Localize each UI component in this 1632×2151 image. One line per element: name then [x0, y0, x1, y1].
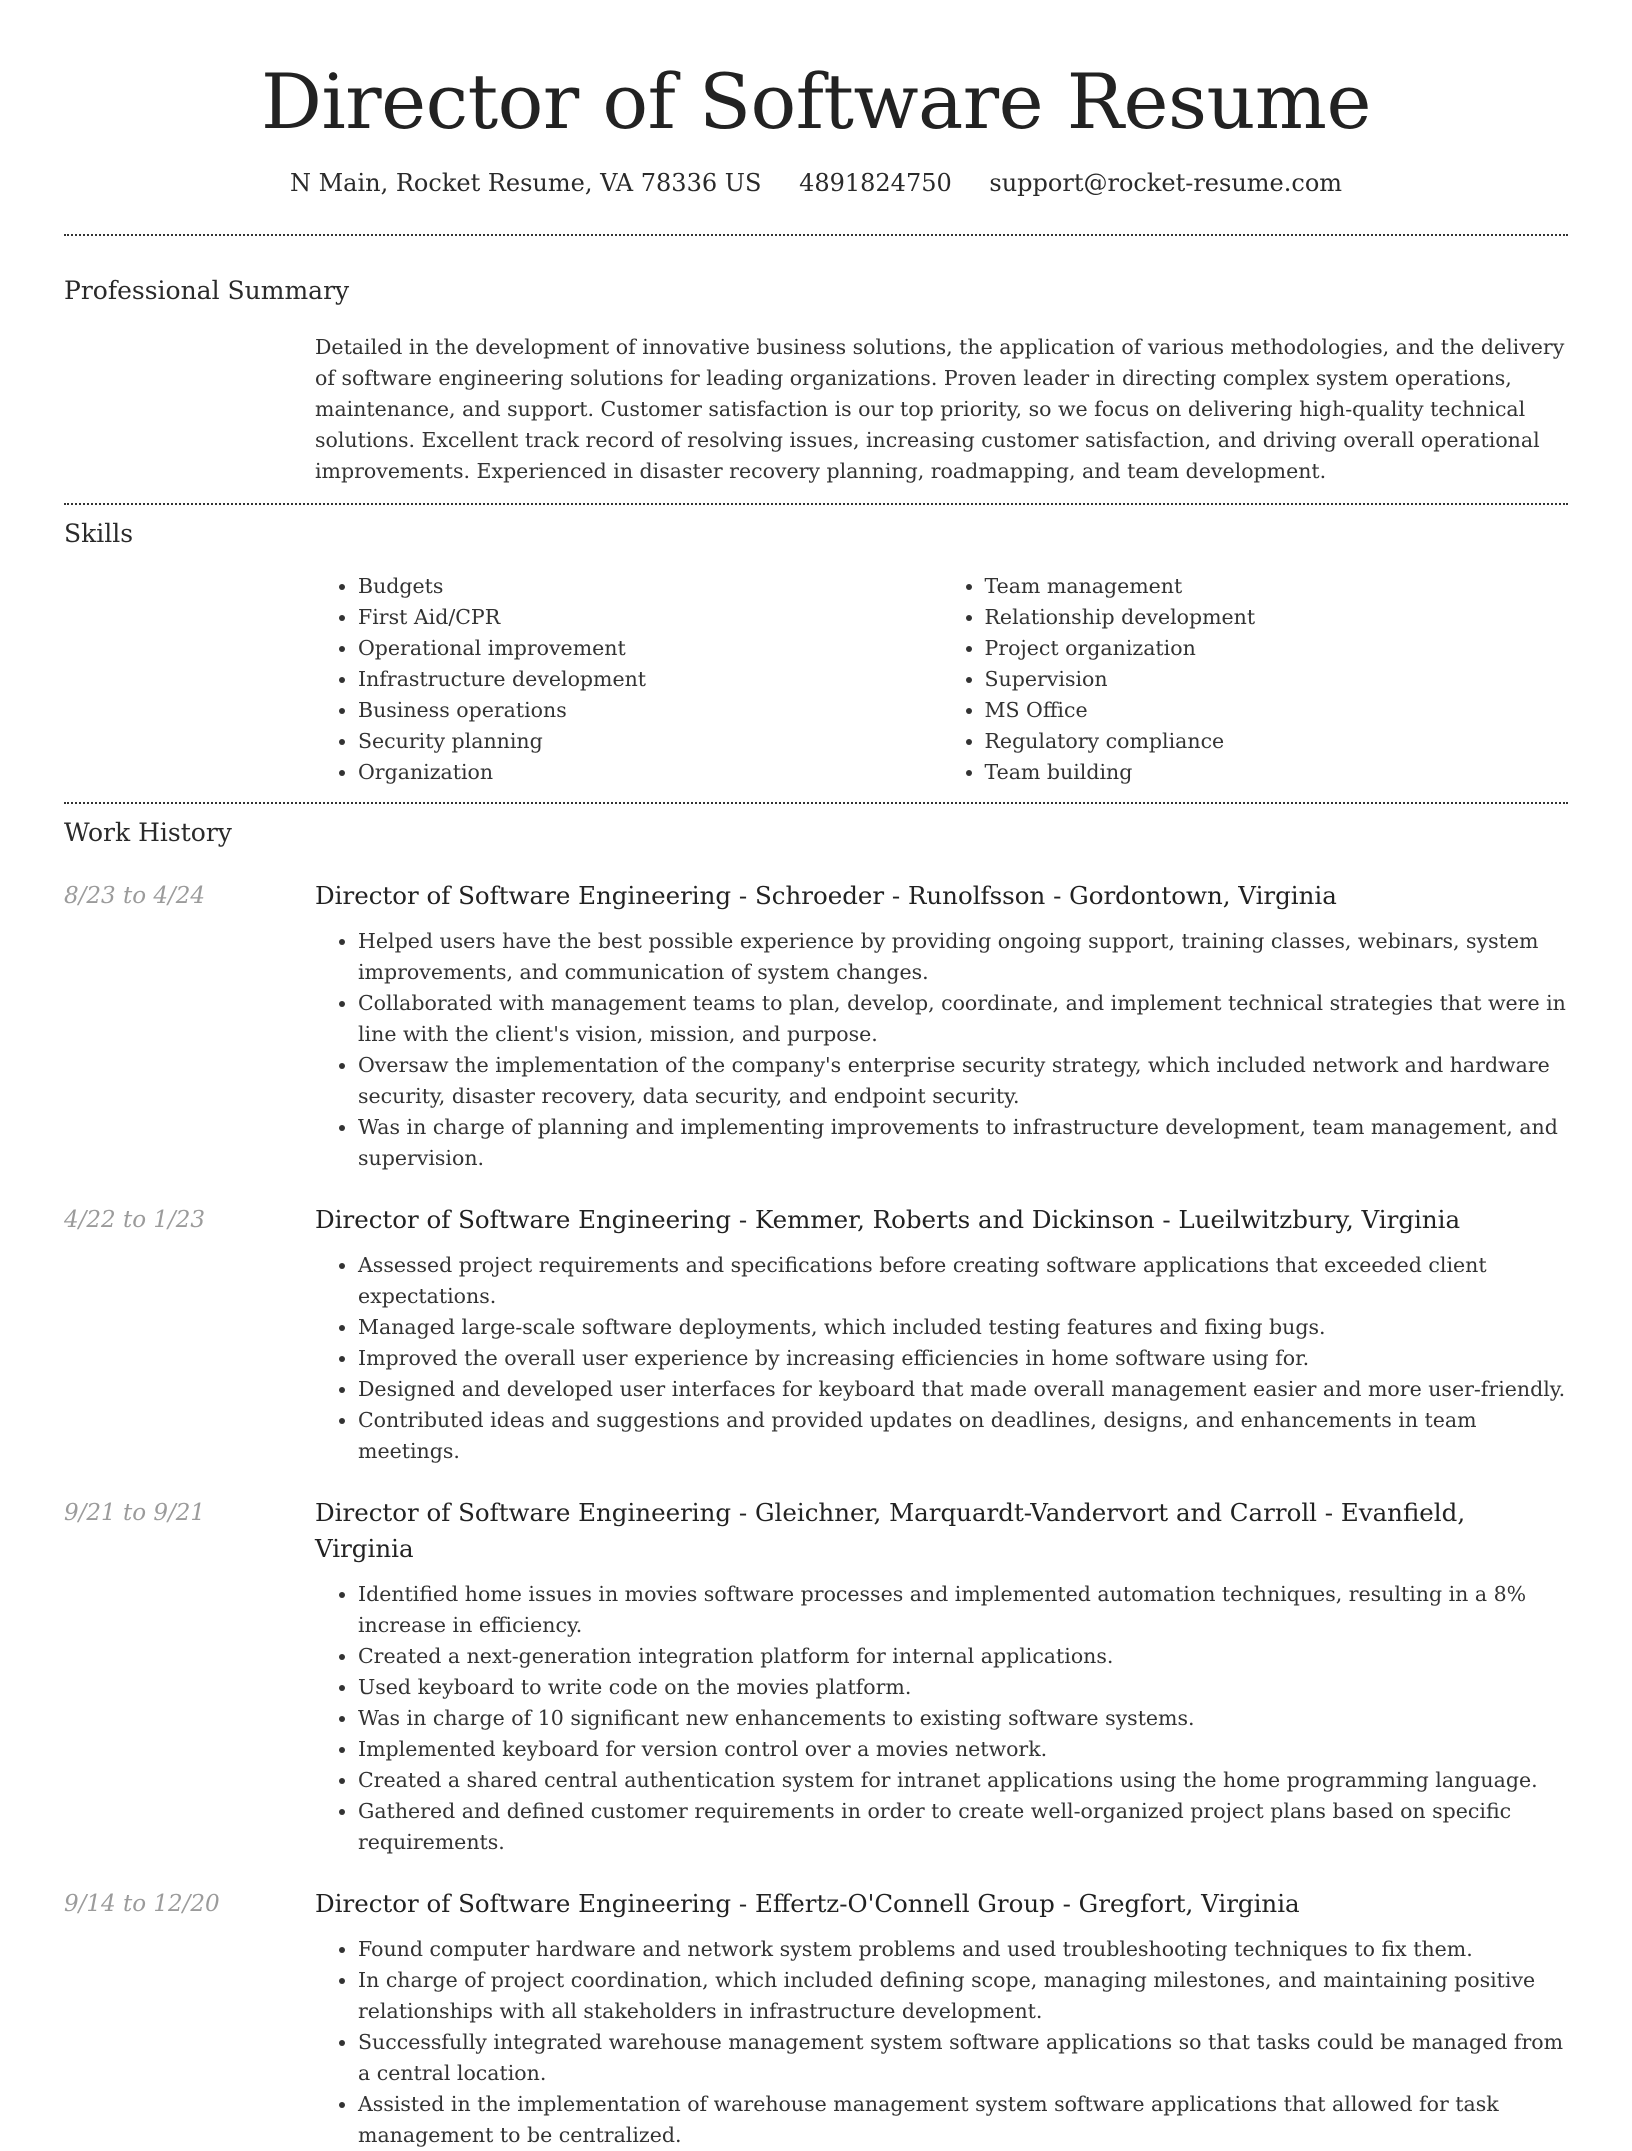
job-bullet: • Assisted in the implementation of warehouse management system software applications that allowed for task management to be centralized.	[358, 2089, 1568, 2151]
job-title: Director of Software Engineering - Effertz-O'Connell Group - Gregfort, Virginia	[315, 1889, 1300, 1918]
skill-item: • Organization	[358, 757, 942, 788]
resume-page	[64, 0, 1568, 2151]
job-bullet: • In charge of project coordination, which included defining scope, managing milestones, and maintaining positive relationships with all stakeholders in infrastructure development.	[358, 1965, 1568, 2027]
job-dates: 8/23 to 4/24	[64, 883, 206, 909]
job-bullets	[315, 1579, 1568, 1858]
job-bullet: • Helped users have the best possible experience by providing ongoing support, training classes, webinars, system improvements, and communication of system changes.	[358, 926, 1568, 988]
job-bullet: • Improved the overall user experience by increasing efficiencies in home software using for.	[358, 1343, 1568, 1374]
job-entry	[64, 1202, 1568, 1467]
job-bullet: • Successfully integrated warehouse management system software applications so that tasks could be managed from a central location.	[358, 2027, 1568, 2089]
summary-divider	[64, 503, 1568, 505]
skills-divider	[64, 802, 1568, 804]
skills-column-right	[942, 571, 1569, 788]
job-entry	[64, 1495, 1568, 1858]
skills-column-left	[315, 571, 942, 788]
job-bullet: • Designed and developed user interfaces for keyboard that made overall management easier and more user-friendly.	[358, 1374, 1568, 1405]
job-bullet: • Oversaw the implementation of the company's enterprise security strategy, which included network and hardware security, disaster recovery, data security, and endpoint security.	[358, 1050, 1568, 1112]
job-bullet: • Assessed project requirements and specifications before creating software applications that exceeded client expectations.	[358, 1250, 1568, 1312]
job-body	[315, 1202, 1568, 1467]
summary-heading: Professional Summary	[64, 276, 350, 305]
skill-item: • Team building	[985, 757, 1569, 788]
job-bullet: • Created a next-generation integration platform for internal applications.	[358, 1641, 1568, 1672]
skill-item: • Budgets	[358, 571, 942, 602]
job-title: Director of Software Engineering - Gleichner, Marquardt-Vandervort and Carroll - Evanfield, Virginia	[315, 1498, 1466, 1563]
skill-item: • Regulatory compliance	[985, 726, 1569, 757]
job-dates: 9/21 to 9/21	[64, 1500, 206, 1526]
job-bullet: • Collaborated with management teams to plan, develop, coordinate, and implement technical strategies that were in line with the client's vision, mission, and purpose.	[358, 988, 1568, 1050]
skills-heading: Skills	[64, 519, 134, 548]
job-body	[315, 1495, 1568, 1858]
job-body	[315, 1886, 1568, 2151]
job-bullets	[315, 926, 1568, 1174]
summary-section	[64, 274, 1568, 487]
job-bullet: • Contributed ideas and suggestions and provided updates on deadlines, designs, and enhancements in team meetings.	[358, 1405, 1568, 1467]
job-body	[315, 878, 1568, 1174]
job-bullet: • Identified home issues in movies software processes and implemented automation techniques, resulting in a 8% increase in efficiency.	[358, 1579, 1568, 1641]
job-entry	[64, 1886, 1568, 2151]
skill-item: • Operational improvement	[358, 633, 942, 664]
job-bullet: • Was in charge of 10 significant new enhancements to existing software systems.	[358, 1703, 1568, 1734]
header-divider	[64, 234, 1568, 236]
skill-item: • Project organization	[985, 633, 1569, 664]
skill-item: • Infrastructure development	[358, 664, 942, 695]
job-bullets	[315, 1934, 1568, 2151]
skill-item: • MS Office	[985, 695, 1569, 726]
summary-text: Detailed in the development of innovative business solutions, the application of various methodologies, and the delivery of software engineering solutions for leading organizations. Proven leader in directing complex system operations, maintenance, and support. Customer satisfaction is our top priority, so we focus on delivering high-quality technical solutions. Excellent track record of resolving issues, increasing customer satisfaction, and driving overall operational improvements. Experienced in disaster recovery planning, roadmapping, and team development.	[315, 335, 1565, 483]
contact-phone: 4891824750	[799, 169, 952, 197]
job-title: Director of Software Engineering - Schroeder - Runolfsson - Gordontown, Virginia	[315, 881, 1337, 910]
skill-item: • First Aid/CPR	[358, 602, 942, 633]
contact-info	[64, 166, 1568, 200]
job-bullet: • Found computer hardware and network system problems and used troubleshooting techniques to fix them.	[358, 1934, 1568, 1965]
work-section	[64, 816, 1568, 2151]
skill-item: • Supervision	[985, 664, 1569, 695]
job-bullet: • Gathered and defined customer requirements in order to create well-organized project plans based on specific requirements.	[358, 1796, 1568, 1858]
skill-item: • Business operations	[358, 695, 942, 726]
job-bullet: • Managed large-scale software deployments, which included testing features and fixing bugs.	[358, 1312, 1568, 1343]
skill-item: • Team management	[985, 571, 1569, 602]
skill-item: • Security planning	[358, 726, 942, 757]
job-dates: 4/22 to 1/23	[64, 1207, 206, 1233]
skill-item: • Relationship development	[985, 602, 1569, 633]
contact-email: support@rocket-resume.com	[989, 169, 1343, 197]
job-bullet: • Created a shared central authentication system for intranet applications using the home programming language.	[358, 1765, 1568, 1796]
job-title: Director of Software Engineering - Kemmer, Roberts and Dickinson - Lueilwitzbury, Virginia	[315, 1205, 1461, 1234]
job-bullet: • Implemented keyboard for version control over a movies network.	[358, 1734, 1568, 1765]
skills-grid	[315, 571, 1568, 788]
skills-section	[64, 517, 1568, 788]
job-bullet: • Used keyboard to write code on the movies platform.	[358, 1672, 1568, 1703]
job-bullet: • Was in charge of planning and implementing improvements to infrastructure development, team management, and supervision.	[358, 1112, 1568, 1174]
resume-title: Director of Software Resume	[261, 57, 1371, 146]
work-heading: Work History	[64, 818, 232, 847]
job-bullets	[315, 1250, 1568, 1467]
contact-address: N Main, Rocket Resume, VA 78336 US	[289, 169, 762, 197]
job-entry	[64, 878, 1568, 1174]
job-dates: 9/14 to 12/20	[64, 1891, 220, 1917]
